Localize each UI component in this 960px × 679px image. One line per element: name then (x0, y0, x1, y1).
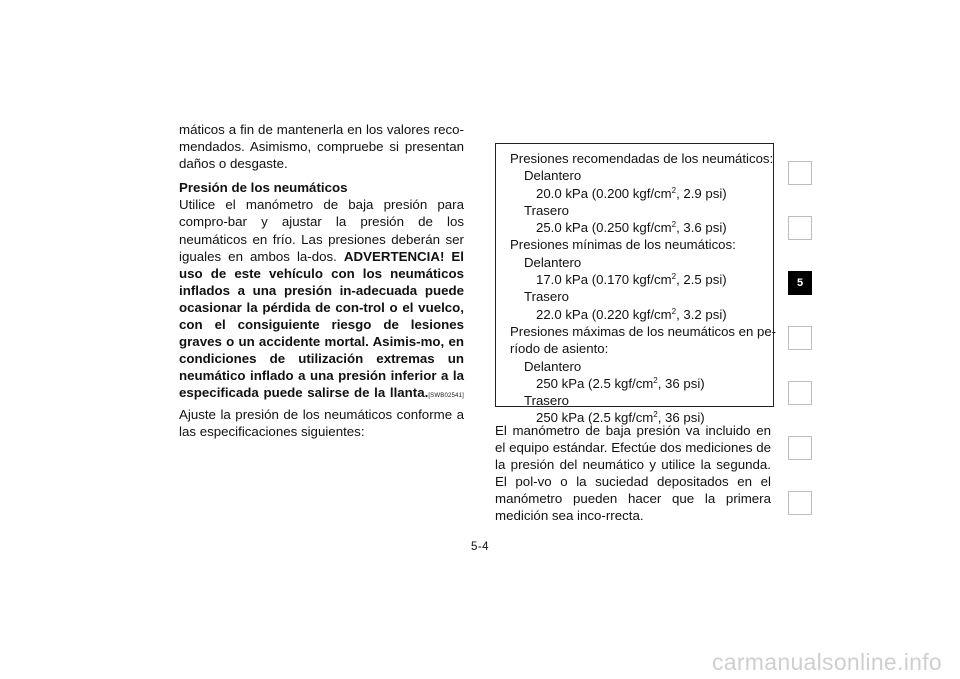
maximum-pressures-title-line1: Presiones máximas de los neumáticos en pe- (510, 323, 777, 339)
page-number: 5-4 (470, 541, 490, 553)
body-start-text: Utilice el manómetro de baja presión para compro-bar y ajustar la presión de los neumáticos en frío. Las presiones deberán ser iguales en ambos la-dos. (179, 197, 464, 264)
tire-pressure-paragraph (179, 196, 464, 439)
chapter-tab[interactable]: 5 (788, 271, 812, 295)
maximum-pressures-title-line2: ríodo de asiento: (510, 341, 609, 357)
section-heading: Presión de los neumáticos (179, 180, 348, 196)
body-end-text: Ajuste la presión de los neumáticos conforme a las especificaciones siguientes: (179, 406, 464, 439)
gauge-note-paragraph: El manómetro de baja presión va incluido en el equipo estándar. Efectúe dos mediciones de la presión del neumático y utilice la segunda. El pol-vo o la suciedad depositados en el manómetro pueden hacer que la primera medición sea inco-rrecta. (495, 423, 771, 524)
paragraph-gap (179, 172, 464, 179)
minimum-pressures-title: Presiones mínimas de los neumáticos: (510, 237, 736, 253)
max-front-label: Delantero (524, 358, 582, 374)
rec-rear-label: Trasero (524, 202, 569, 218)
chapter-tab-outline (788, 161, 812, 185)
chapter-tab-outline (788, 381, 812, 405)
min-rear-label: Trasero (524, 289, 569, 305)
watermark: carmanualsonline.info (711, 649, 942, 675)
min-rear-value: 22.0 kPa (0.220 kgf/$cm^2$, 3.2 psi) (536, 306, 727, 322)
chapter-tab-outline (788, 436, 812, 460)
chapter-tab-outline (788, 326, 812, 350)
warning-code: [SWB02541] (428, 393, 464, 400)
min-front-label: Delantero (524, 254, 582, 270)
chapter-tab-outline (788, 491, 812, 515)
chapter-tab-outline (788, 216, 812, 240)
max-front-value: 250 kPa (2.5 kgf/$cm^2$, 36 psi) (536, 375, 705, 391)
left-column (179, 121, 464, 440)
max-rear-value: 250 kPa (2.5 kgf/$cm^2$, 36 psi) (536, 410, 705, 426)
min-front-value: 17.0 kPa (0.170 kgf/$cm^2$, 2.5 psi) (536, 272, 727, 288)
intro-paragraph: máticos a fin de mantenerla en los valores reco-mendados. Asimismo, compruebe si presentan daños o desgaste. (179, 122, 464, 172)
tire-pressure-spec-box (495, 143, 777, 426)
warning-text: ADVERTENCIA! El uso de este vehículo con los neumáticos inflados a una presión in-adecuada puede ocasionar la pérdida de con-trol o el vuelco, con el consiguiente riesgo de lesiones graves o un accidente mortal. Asimis-mo, en condiciones de utilización extremas un neumático inflado a una presión inferior a la especificada puede salirse de la llanta. (179, 248, 464, 401)
rec-front-value: 20.0 kPa (0.200 kgf/$cm^2$, 2.9 psi) (536, 185, 727, 201)
rec-front-label: Delantero (524, 168, 582, 184)
rec-rear-value: 25.0 kPa (0.250 kgf/$cm^2$, 3.6 psi) (536, 220, 727, 236)
recommended-pressures-title: Presiones recomendadas de los neumáticos: (510, 151, 774, 166)
max-rear-label: Trasero (524, 393, 569, 409)
